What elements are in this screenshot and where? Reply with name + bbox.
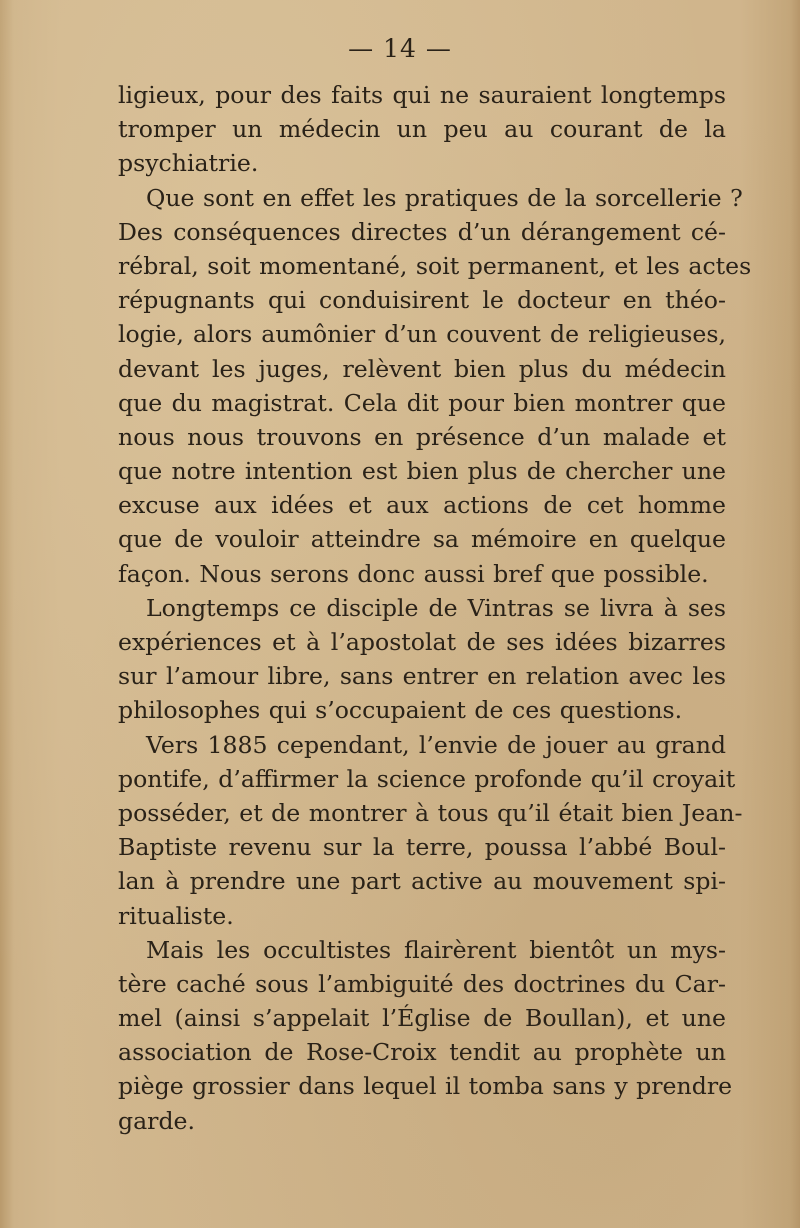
text-line: que du magistrat. Cela dit pour bien montrer que	[118, 388, 726, 417]
text-line: répugnants qui conduisirent le docteur en théo-	[118, 286, 726, 315]
text-line: que de vouloir atteindre sa mémoire en quelque	[118, 525, 726, 554]
paragraph-first-line: Longtemps ce disciple de Vintras se livra à ses	[146, 593, 726, 622]
text-line: expériences et à l’apostolat de ses idées bizarres	[118, 628, 726, 656]
text-line: devant les juges, relèvent bien plus du médecin	[118, 354, 726, 383]
text-line: mel (ainsi s’appelait l’Église de Boullan), et une	[118, 1004, 726, 1033]
body-text	[118, 78, 752, 1138]
text-line: logie, alors aumônier d’un couvent de religieuses,	[118, 320, 726, 349]
text-line: psychiatrie.	[118, 149, 259, 178]
page-number: — 14 —	[348, 34, 452, 63]
text-line: ritualiste.	[118, 901, 234, 930]
text-line: piège grossier dans lequel il tomba sans y prendre	[118, 1072, 733, 1101]
text-line: philosophes qui s’occupaient de ces questions.	[118, 696, 683, 725]
text-line: excuse aux idées et aux actions de cet homme	[118, 491, 726, 520]
text-line: tère caché sous l’ambiguité des doctrines du Car-	[118, 969, 726, 998]
text-line: que notre intention est bien plus de chercher une	[118, 457, 726, 486]
text-line: Des conséquences directes d’un dérangement cé-	[118, 217, 726, 246]
text-line: pontife, d’affirmer la science profonde qu’il croyait	[118, 764, 736, 793]
text-line: façon. Nous serons donc aussi bref que possible.	[118, 559, 709, 588]
text-line: nous nous trouvons en présence d’un malade et	[118, 422, 726, 451]
text-line: lan à prendre une part active au mouvement spi-	[118, 867, 726, 896]
text-line: sur l’amour libre, sans entrer en relation avec les	[118, 662, 726, 691]
text-line: ligieux, pour des faits qui ne sauraient longtemps	[118, 81, 726, 109]
text-line: tromper un médecin un peu au courant de la	[118, 115, 726, 144]
paragraph-first-line: Mais les occultistes flairèrent bientôt un mys-	[146, 935, 726, 964]
paragraph-first-line: Vers 1885 cependant, l’envie de jouer au grand	[146, 730, 726, 759]
text-line: rébral, soit momentané, soit permanent, et les actes	[118, 251, 752, 280]
text-line: garde.	[118, 1106, 196, 1135]
text-line: posséder, et de montrer à tous qu’il était bien Jean-	[118, 798, 743, 827]
paragraph-first-line: Que sont en effet les pratiques de la sorcellerie ?	[146, 183, 743, 212]
text-line: association de Rose-Croix tendit au prophète un	[118, 1038, 726, 1067]
text-line: Baptiste revenu sur la terre, poussa l’abbé Boul-	[118, 833, 726, 862]
